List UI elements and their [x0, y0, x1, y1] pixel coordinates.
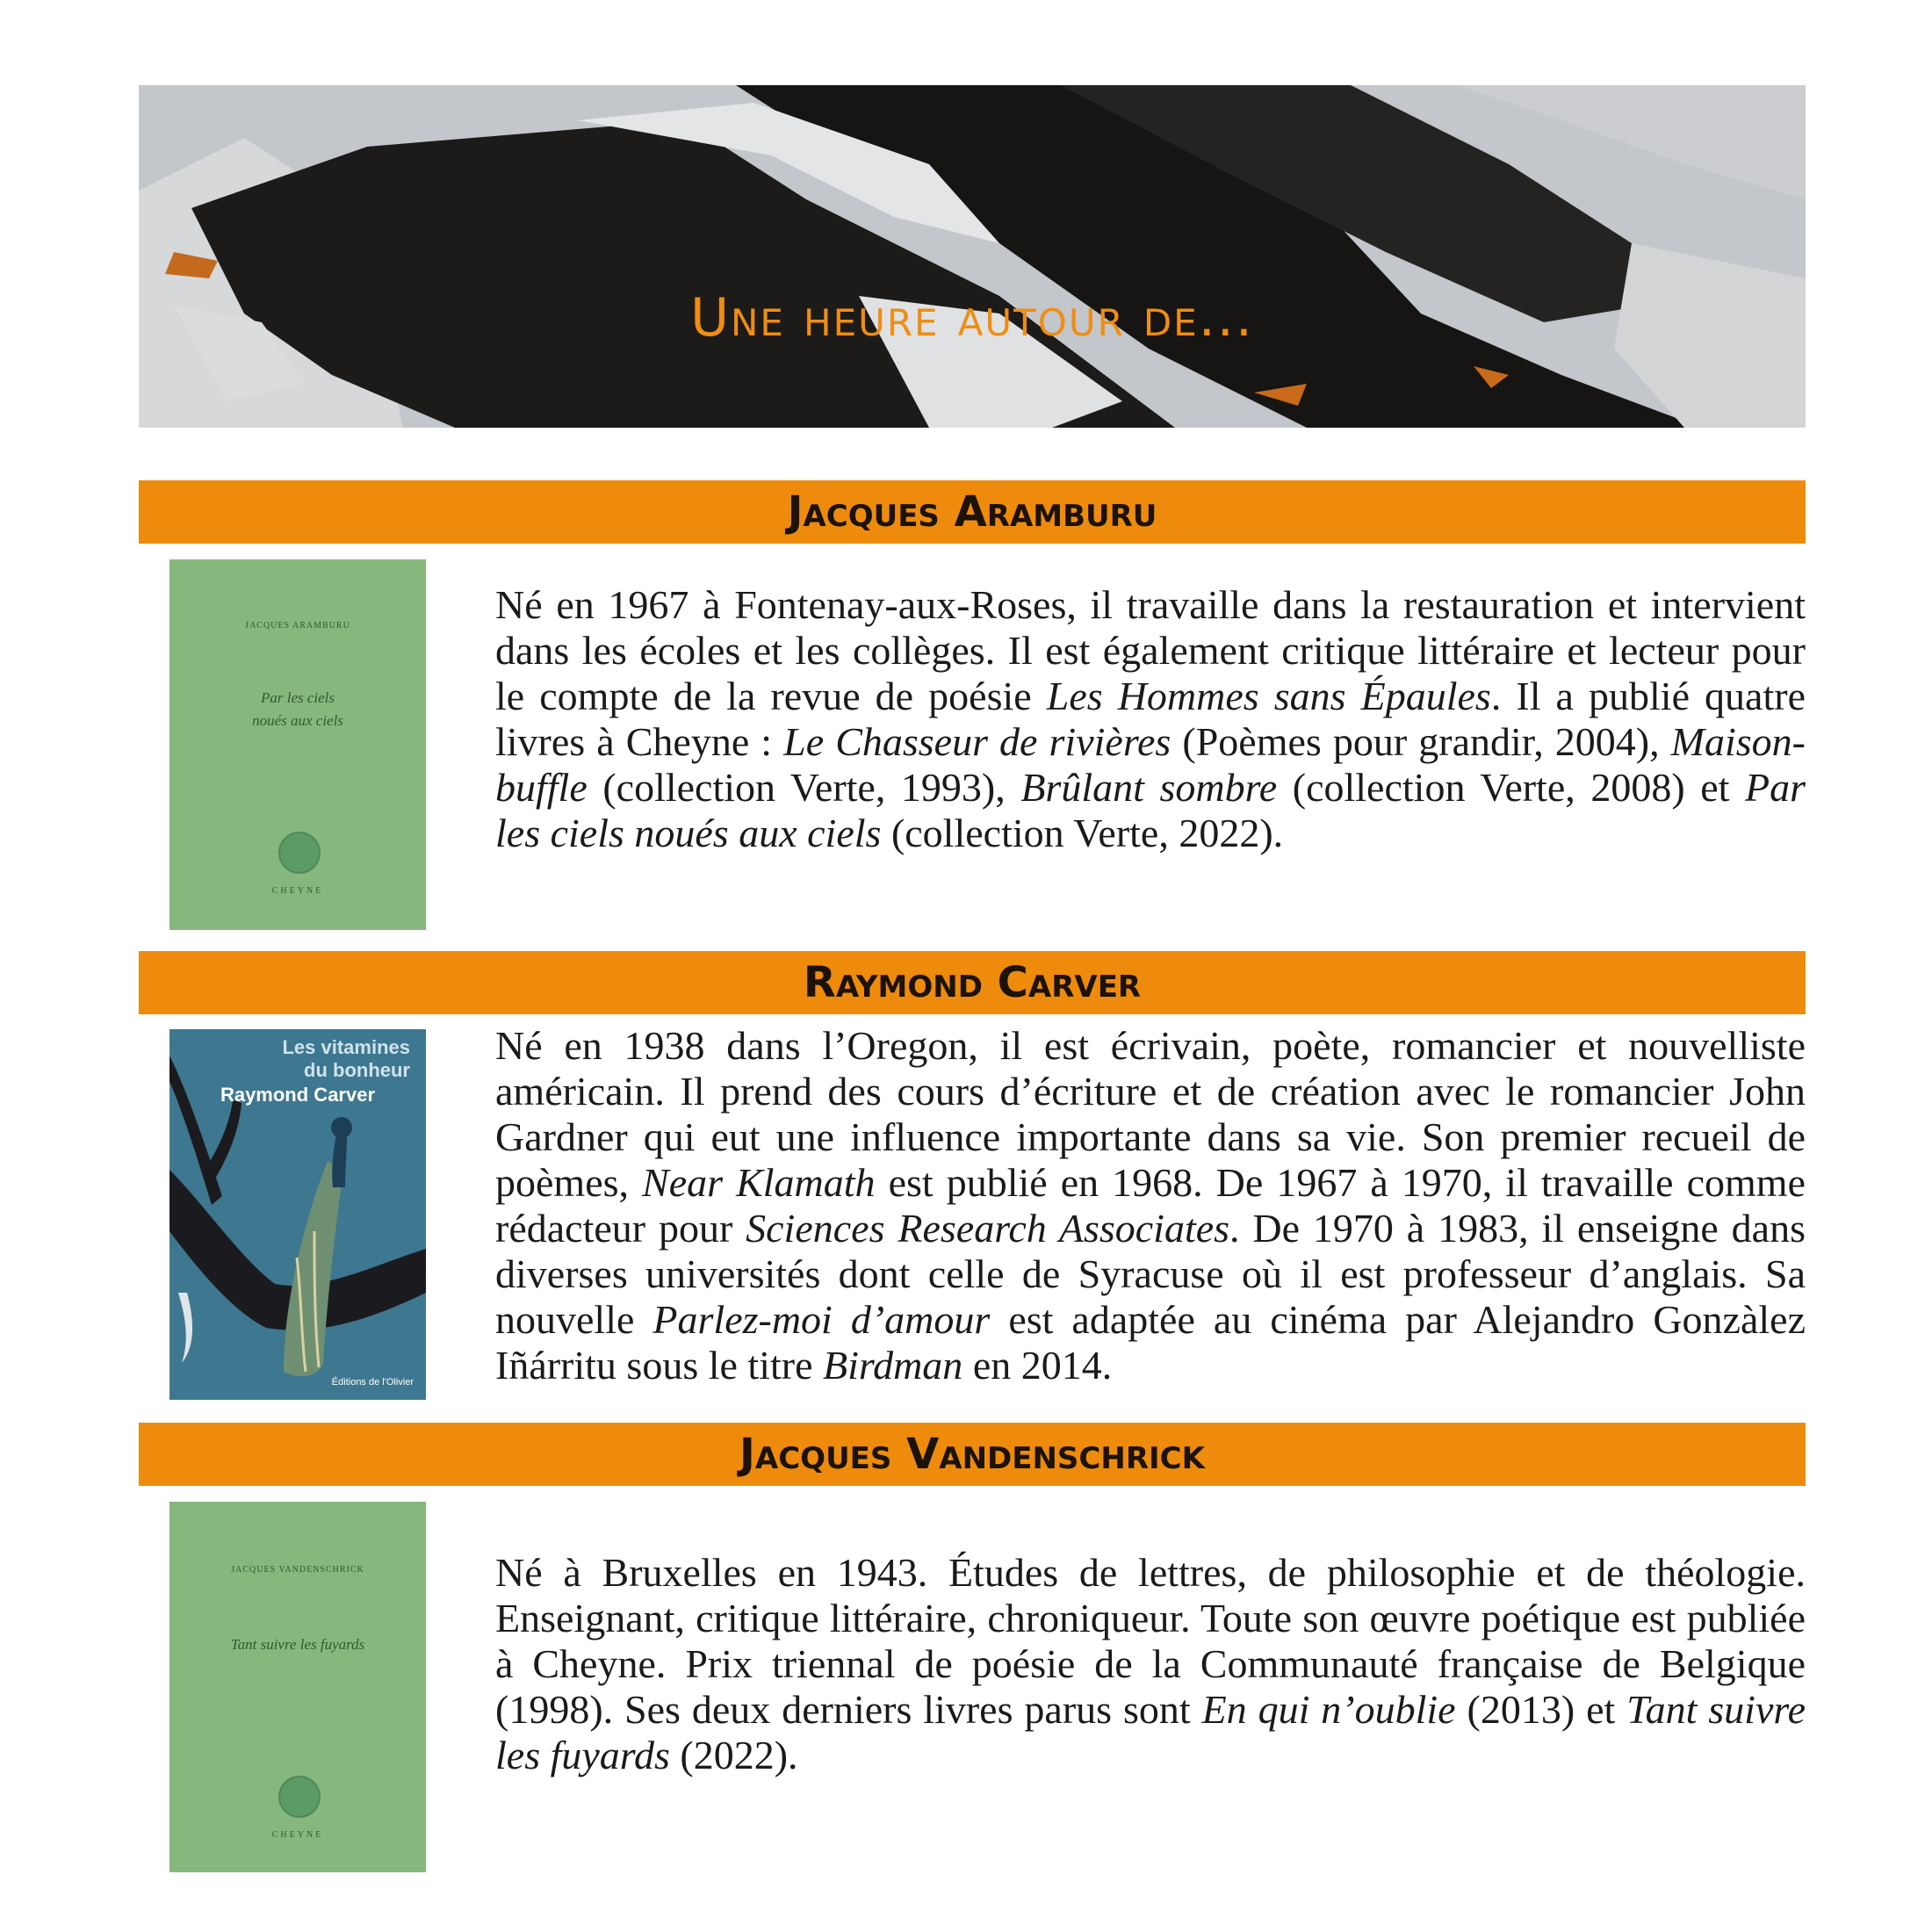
- cover-title-line1: Par les ciels: [260, 689, 335, 706]
- cover-publisher: CHEYNE: [271, 1830, 324, 1840]
- bio-text: en 2014.: [962, 1343, 1113, 1388]
- cover-title-line2: du bonheur: [304, 1059, 410, 1081]
- bio-text: Né en 1967 à Fontenay-aux-Roses, il travaille dans la restauration et intervient dans les écoles et les collèges. Il est également critique littéraire et lecteur pour le compte de la revue de poésie: [495, 582, 1806, 718]
- bio-text: . Il a publié quatre livres à Cheyne :: [495, 674, 1806, 764]
- bio-text: (collection Verte, 1993),: [587, 765, 1021, 810]
- bio-title-italic: Brûlant sombre: [1020, 765, 1278, 810]
- book-cover-aramburu: [169, 559, 426, 930]
- bio-carver: [495, 1023, 1806, 1388]
- cover-title-line1: Tant suivre les fuyards: [230, 1636, 365, 1653]
- bio-title-italic: Parlez-moi d’amour: [652, 1297, 991, 1342]
- book-cover-carver: [169, 1029, 426, 1400]
- bio-title-italic: Par les ciels noués aux ciels: [495, 765, 1806, 855]
- bio-text: (Poèmes pour grandir, 2004),: [1171, 719, 1671, 764]
- header-banner: [139, 85, 1806, 428]
- bio-text: (collection Verte, 2008) et: [1277, 765, 1745, 810]
- bio-text: (2013) et: [1455, 1687, 1627, 1732]
- bio-title-italic: Birdman: [823, 1343, 963, 1388]
- section-header-vandenschrick: Jacques Vandenschrick: [139, 1423, 1806, 1486]
- cover-title-line1: Les vitamines: [282, 1036, 410, 1058]
- cover-title: [282, 1036, 410, 1082]
- section-header-carver: Raymond Carver: [139, 951, 1806, 1014]
- bio-text: Né en 1938 dans l’Oregon, il est écrivain, poète, romancier et nouvelliste américain. Il prend des cours d’écriture et de création avec le romancier John Gardner qui eut une influence importante dans sa vie. Son premier recueil de poèmes,: [495, 1023, 1806, 1205]
- page-title: Une heure autour de...: [690, 287, 1254, 349]
- bio-title-italic: Near Klamath: [642, 1160, 876, 1205]
- bio-title-italic: Les Hommes sans Épaules: [1046, 674, 1491, 718]
- bio-text: est publié en 1968. De 1967 à 1970, il travaille comme rédacteur pour: [495, 1160, 1806, 1251]
- brushstroke-painting: [139, 85, 1806, 428]
- publisher-seal-icon: [278, 1776, 321, 1818]
- cover-author: Raymond Carver: [220, 1084, 376, 1106]
- publisher-seal-icon: [278, 832, 321, 874]
- bio-text: (collection Verte, 2022).: [881, 811, 1284, 855]
- cover-title-line2: noués aux ciels: [252, 712, 343, 729]
- bio-title-italic: Tant suivre les fuyards: [495, 1687, 1806, 1777]
- bio-aramburu: [495, 582, 1806, 856]
- bio-text: . De 1970 à 1983, il enseigne dans diverses universités dont celle de Syracuse où il est professeur d’anglais. Sa nouvelle: [495, 1206, 1806, 1342]
- bio-title-italic: Sciences Research Associates: [746, 1206, 1230, 1251]
- bio-text: (2022).: [669, 1733, 798, 1777]
- cover-publisher: Éditions de l'Olivier: [331, 1377, 414, 1388]
- bio-title-italic: Maison-buffle: [495, 719, 1806, 810]
- bio-text: est adaptée au cinéma par Alejandro Gonzàlez Iñárritu sous le titre: [495, 1297, 1806, 1388]
- cover-author: JACQUES VANDENSCHRICK: [231, 1565, 364, 1575]
- bio-vandenschrick: [495, 1550, 1806, 1778]
- book-cover-vandenschrick: [169, 1502, 426, 1872]
- bio-title-italic: En qui n’oublie: [1201, 1687, 1456, 1732]
- bio-title-italic: Le Chasseur de rivières: [783, 719, 1171, 764]
- bio-text: Né à Bruxelles en 1943. Études de lettres, de philosophie et de théologie. Enseignant, critique littéraire, chroniqueur. Toute son œuvre poétique est publiée à Cheyne. Prix triennal de poésie de la Communauté française de Belgique (1998). Ses deux derniers livres parus sont: [495, 1550, 1806, 1732]
- section-header-aramburu: Jacques Aramburu: [139, 480, 1806, 544]
- cover-author: JACQUES ARAMBURU: [245, 621, 350, 631]
- cover-publisher: CHEYNE: [271, 886, 324, 896]
